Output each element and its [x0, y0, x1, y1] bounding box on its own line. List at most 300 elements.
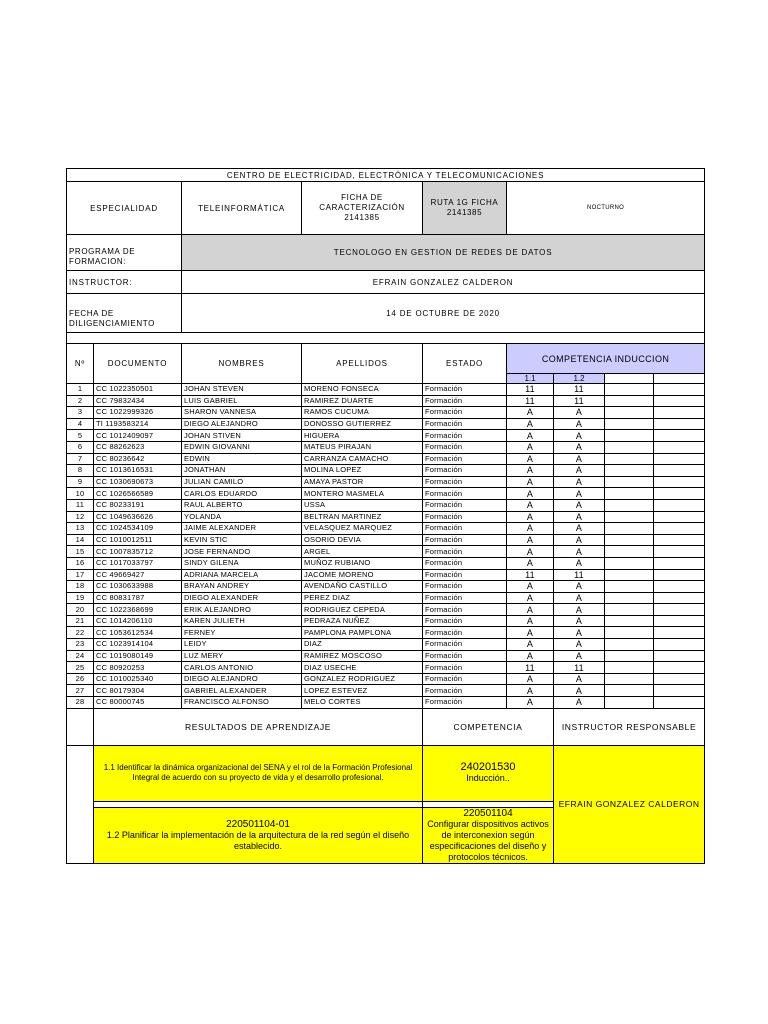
row-empty-cell	[605, 546, 654, 558]
row-documento: CC 80831787	[94, 592, 182, 604]
footer-empty-cell	[67, 745, 94, 801]
row-documento: CC 1012409097	[94, 430, 182, 442]
row-result-1-2: 11	[554, 384, 605, 396]
row-documento: CC 1024534109	[94, 523, 182, 535]
row-apellidos: AMAYA PASTOR	[302, 476, 423, 488]
row-apellidos: JACOME MORENO	[302, 569, 423, 581]
row-nombres: DIEGO ALEXANDER	[182, 592, 302, 604]
row-empty-cell	[654, 407, 705, 419]
row-number: 25	[67, 662, 94, 674]
footer-empty-cell	[67, 807, 94, 863]
row-empty-cell	[654, 523, 705, 535]
row-number: 21	[67, 615, 94, 627]
row-empty-cell	[654, 430, 705, 442]
row-number: 9	[67, 476, 94, 488]
fecha-value: 14 DE OCTUBRE DE 2020	[182, 294, 705, 333]
row-apellidos: GONZALEZ RODRIGUEZ	[302, 673, 423, 685]
especialidad-label: ESPECIALIDAD	[67, 182, 182, 235]
student-row	[67, 592, 705, 604]
row-number: 27	[67, 685, 94, 697]
programa-label: PROGRAMA DE FORMACION:	[67, 235, 182, 271]
row-empty-cell	[605, 662, 654, 674]
row-estado: Formación	[423, 604, 507, 616]
student-row	[67, 569, 705, 581]
row-result-1-1: A	[507, 407, 554, 419]
row-estado: Formación	[423, 453, 507, 465]
center-title: CENTRO DE ELECTRICIDAD, ELECTRÓNICA Y TELECOMUNICACIONES	[67, 169, 705, 182]
row-result-1-2: A	[554, 650, 605, 662]
row-documento: CC 1023914104	[94, 639, 182, 651]
row-number: 20	[67, 604, 94, 616]
resultado-2-text: 1.2 Planificar la implementación de la arquitectura de la red según el diseño establecido.	[106, 829, 410, 851]
row-result-1-2: A	[554, 453, 605, 465]
row-apellidos: MORENO FONSECA	[302, 384, 423, 396]
row-result-1-1: A	[507, 685, 554, 697]
row-empty-cell	[654, 581, 705, 593]
student-row	[67, 476, 705, 488]
ruta-label: RUTA 1G FICHA	[430, 198, 499, 207]
row-apellidos: MATEUS PIRAJAN	[302, 441, 423, 453]
ruta-ficha	[423, 182, 507, 235]
student-row	[67, 534, 705, 546]
row-estado: Formación	[423, 557, 507, 569]
row-documento: CC 1030690673	[94, 476, 182, 488]
row-empty-cell	[654, 499, 705, 511]
row-empty-cell	[654, 546, 705, 558]
row-nombres: CARLOS EDUARDO	[182, 488, 302, 500]
row-apellidos: BELTRAN MARTINEZ	[302, 511, 423, 523]
row-nombres: BRAYAN ANDREY	[182, 581, 302, 593]
row-apellidos: RAMIREZ DUARTE	[302, 395, 423, 407]
row-empty-cell	[605, 639, 654, 651]
row-apellidos: VELASQUEZ MARQUEZ	[302, 523, 423, 535]
row-number: 4	[67, 418, 94, 430]
row-nombres: JULIAN CAMILO	[182, 476, 302, 488]
row-nombres: FRANCISCO ALFONSO	[182, 697, 302, 709]
row-number: 19	[67, 592, 94, 604]
row-empty-cell	[605, 592, 654, 604]
row-result-1-2: A	[554, 592, 605, 604]
row-documento: CC 1049636626	[94, 511, 182, 523]
col-nombres: NOMBRES	[182, 344, 302, 384]
row-result-1-2: A	[554, 627, 605, 639]
student-row	[67, 418, 705, 430]
row-number: 11	[67, 499, 94, 511]
row-result-1-2: A	[554, 511, 605, 523]
row-result-1-1: A	[507, 627, 554, 639]
instructor-label: INSTRUCTOR:	[67, 271, 182, 294]
row-result-1-2: A	[554, 441, 605, 453]
row-empty-cell	[654, 488, 705, 500]
row-result-1-1: A	[507, 430, 554, 442]
row-estado: Formación	[423, 534, 507, 546]
row-number: 5	[67, 430, 94, 442]
competencia-2-name: Configurar dispositivos activos de interconexion según especificaciones del diseño y protocolos técnicos.	[427, 818, 549, 862]
col-sub-1-2: 1.2	[554, 374, 605, 384]
row-result-1-1: A	[507, 418, 554, 430]
row-estado: Formación	[423, 592, 507, 604]
row-empty-cell	[605, 453, 654, 465]
student-row	[67, 453, 705, 465]
row-empty-cell	[605, 395, 654, 407]
row-apellidos: RODRIGUEZ CEPEDA	[302, 604, 423, 616]
row-documento: TI 1193583214	[94, 418, 182, 430]
student-row	[67, 499, 705, 511]
row-number: 1	[67, 384, 94, 396]
row-nombres: EDWIN	[182, 453, 302, 465]
col-competencia: COMPETENCIA INDUCCION	[507, 344, 705, 374]
row-result-1-1: A	[507, 476, 554, 488]
row-empty-cell	[605, 441, 654, 453]
row-nombres: JAIME ALEXANDER	[182, 523, 302, 535]
row-result-1-2: A	[554, 488, 605, 500]
instructor-value: EFRAIN GONZALEZ CALDERON	[182, 271, 705, 294]
row-empty-cell	[654, 639, 705, 651]
student-row	[67, 557, 705, 569]
row-estado: Formación	[423, 418, 507, 430]
row-estado: Formación	[423, 407, 507, 419]
row-nombres: KEVIN STIC	[182, 534, 302, 546]
row-documento: CC 49669427	[94, 569, 182, 581]
row-estado: Formación	[423, 581, 507, 593]
student-row	[67, 615, 705, 627]
row-number: 8	[67, 465, 94, 477]
row-empty-cell	[605, 511, 654, 523]
row-number: 14	[67, 534, 94, 546]
student-row	[67, 488, 705, 500]
row-estado: Formación	[423, 615, 507, 627]
row-empty-cell	[605, 476, 654, 488]
row-documento: CC 1019080149	[94, 650, 182, 662]
row-result-1-1: 11	[507, 384, 554, 396]
row-empty-cell	[654, 453, 705, 465]
student-row	[67, 465, 705, 477]
row-result-1-2: A	[554, 615, 605, 627]
row-number: 28	[67, 697, 94, 709]
row-nombres: DIEGO ALEJANDRO	[182, 673, 302, 685]
row-number: 2	[67, 395, 94, 407]
ruta-value: 2141385	[446, 208, 483, 217]
row-empty-cell	[654, 697, 705, 709]
row-nombres: SINDY GILENA	[182, 557, 302, 569]
row-number: 10	[67, 488, 94, 500]
row-result-1-1: 11	[507, 662, 554, 674]
row-empty-cell	[654, 604, 705, 616]
row-estado: Formación	[423, 488, 507, 500]
row-documento: CC 1010012511	[94, 534, 182, 546]
competencia-label: COMPETENCIA	[423, 708, 554, 745]
row-empty-cell	[605, 615, 654, 627]
row-documento: CC 1017033797	[94, 557, 182, 569]
row-empty-cell	[605, 557, 654, 569]
row-documento: CC 1010025340	[94, 673, 182, 685]
row-empty-cell	[605, 673, 654, 685]
row-number: 26	[67, 673, 94, 685]
row-empty-cell	[605, 697, 654, 709]
student-row	[67, 627, 705, 639]
row-empty-cell	[654, 511, 705, 523]
row-estado: Formación	[423, 685, 507, 697]
student-row	[67, 685, 705, 697]
row-apellidos: PAMPLONA PAMPLONA	[302, 627, 423, 639]
row-result-1-2: 11	[554, 395, 605, 407]
row-result-1-2: A	[554, 430, 605, 442]
row-documento: CC 79832434	[94, 395, 182, 407]
row-number: 13	[67, 523, 94, 535]
row-nombres: ERIK ALEJANDRO	[182, 604, 302, 616]
row-apellidos: USSA	[302, 499, 423, 511]
row-number: 12	[67, 511, 94, 523]
row-apellidos: OSORIO DEVIA	[302, 534, 423, 546]
row-apellidos: CARRANZA CAMACHO	[302, 453, 423, 465]
row-empty-cell	[654, 384, 705, 396]
row-result-1-1: A	[507, 639, 554, 651]
student-row	[67, 407, 705, 419]
instructor-resp-value: EFRAIN GONZALEZ CALDERON	[554, 745, 705, 863]
row-result-1-1: A	[507, 441, 554, 453]
row-nombres: JONATHAN	[182, 465, 302, 477]
row-result-1-1: A	[507, 557, 554, 569]
row-result-1-2: A	[554, 685, 605, 697]
student-row	[67, 546, 705, 558]
row-result-1-2: A	[554, 546, 605, 558]
row-result-1-2: A	[554, 476, 605, 488]
row-result-1-2: A	[554, 604, 605, 616]
resultados-label: RESULTADOS DE APRENDIZAJE	[94, 708, 423, 745]
row-empty-cell	[654, 476, 705, 488]
row-number: 23	[67, 639, 94, 651]
row-result-1-1: A	[507, 650, 554, 662]
spacer-row	[67, 333, 705, 344]
row-number: 17	[67, 569, 94, 581]
row-estado: Formación	[423, 441, 507, 453]
row-empty-cell	[605, 581, 654, 593]
resultado-1: 1.1 Identificar la dinámica organizacional del SENA y el rol de la Formación Profesional Integral de acuerdo con su proyecto de vida y el desarrollo profesional.	[94, 745, 423, 801]
row-nombres: LUZ MERY	[182, 650, 302, 662]
row-empty-cell	[654, 395, 705, 407]
row-empty-cell	[605, 407, 654, 419]
col-num: Nº	[67, 344, 94, 384]
row-estado: Formación	[423, 465, 507, 477]
student-row	[67, 673, 705, 685]
row-result-1-1: A	[507, 523, 554, 535]
instructor-resp-label: INSTRUCTOR RESPONSABLE	[554, 708, 705, 745]
row-number: 15	[67, 546, 94, 558]
row-estado: Formación	[423, 476, 507, 488]
row-empty-cell	[605, 418, 654, 430]
row-empty-cell	[605, 569, 654, 581]
row-number: 22	[67, 627, 94, 639]
student-row	[67, 639, 705, 651]
row-result-1-1: A	[507, 534, 554, 546]
row-result-1-2: A	[554, 581, 605, 593]
row-result-1-2: A	[554, 465, 605, 477]
sheet-table	[66, 168, 705, 864]
row-apellidos: RAMIREZ MOSCOSO	[302, 650, 423, 662]
row-result-1-1: A	[507, 581, 554, 593]
row-number: 24	[67, 650, 94, 662]
row-empty-cell	[654, 534, 705, 546]
row-estado: Formación	[423, 627, 507, 639]
row-empty-cell	[605, 430, 654, 442]
resultado-2-code: 220501104-01	[226, 818, 290, 830]
row-documento: CC 1022999326	[94, 407, 182, 419]
col-estado: ESTADO	[423, 344, 507, 384]
row-empty-cell	[654, 685, 705, 697]
row-result-1-2: A	[554, 418, 605, 430]
row-apellidos: MONTERO MASMELA	[302, 488, 423, 500]
row-documento: CC 1022368699	[94, 604, 182, 616]
row-estado: Formación	[423, 697, 507, 709]
row-estado: Formación	[423, 523, 507, 535]
row-documento: CC 80000745	[94, 697, 182, 709]
row-result-1-1: 11	[507, 395, 554, 407]
row-empty-cell	[654, 592, 705, 604]
ficha-caract-label: FICHA DE CARACTERIZACIÓN	[319, 193, 405, 212]
row-empty-cell	[654, 441, 705, 453]
row-number: 7	[67, 453, 94, 465]
competencia-1	[423, 745, 554, 801]
row-documento: CC 80236642	[94, 453, 182, 465]
row-result-1-1: A	[507, 673, 554, 685]
row-empty-cell	[654, 615, 705, 627]
row-apellidos: DIAZ	[302, 639, 423, 651]
row-empty-cell	[654, 465, 705, 477]
row-result-1-1: A	[507, 592, 554, 604]
row-apellidos: MUÑOZ RUBIANO	[302, 557, 423, 569]
col-apellidos: APELLIDOS	[302, 344, 423, 384]
student-row	[67, 581, 705, 593]
row-nombres: ADRIANA MARCELA	[182, 569, 302, 581]
student-row	[67, 523, 705, 535]
col-sub-empty	[605, 374, 654, 384]
row-estado: Formación	[423, 650, 507, 662]
row-nombres: LUIS GABRIEL	[182, 395, 302, 407]
row-documento: CC 88262623	[94, 441, 182, 453]
row-documento: CC 80179304	[94, 685, 182, 697]
row-result-1-2: A	[554, 673, 605, 685]
row-nombres: FERNEY	[182, 627, 302, 639]
row-apellidos: DONOSSO GUTIERREZ	[302, 418, 423, 430]
row-apellidos: HIGUERA	[302, 430, 423, 442]
footer-empty-cell	[67, 708, 94, 745]
row-documento: CC 1053612534	[94, 627, 182, 639]
ficha-caracterizacion	[302, 182, 423, 235]
row-result-1-1: A	[507, 499, 554, 511]
row-empty-cell	[654, 627, 705, 639]
row-result-1-2: 11	[554, 662, 605, 674]
row-nombres: EDWIN GIOVANNI	[182, 441, 302, 453]
especialidad-value: TELEINFORMÁTICA	[182, 182, 302, 235]
row-nombres: LEIDY	[182, 639, 302, 651]
row-empty-cell	[605, 685, 654, 697]
row-result-1-2: 11	[554, 569, 605, 581]
row-empty-cell	[605, 384, 654, 396]
row-empty-cell	[605, 534, 654, 546]
row-empty-cell	[654, 557, 705, 569]
row-empty-cell	[654, 673, 705, 685]
row-result-1-1: A	[507, 465, 554, 477]
col-sub-empty	[654, 374, 705, 384]
row-documento: CC 80233191	[94, 499, 182, 511]
row-result-1-2: A	[554, 534, 605, 546]
programa-value: TECNOLOGO EN GESTION DE REDES DE DATOS	[182, 235, 705, 271]
row-result-1-1: A	[507, 453, 554, 465]
student-row	[67, 662, 705, 674]
row-result-1-1: 11	[507, 569, 554, 581]
row-apellidos: ARGEL	[302, 546, 423, 558]
row-empty-cell	[605, 488, 654, 500]
row-apellidos: MELO CORTES	[302, 697, 423, 709]
student-row	[67, 604, 705, 616]
col-documento: DOCUMENTO	[94, 344, 182, 384]
row-number: 18	[67, 581, 94, 593]
student-row	[67, 384, 705, 396]
row-result-1-1: A	[507, 546, 554, 558]
row-documento: CC 1007835712	[94, 546, 182, 558]
jornada: NOCTURNO	[507, 182, 705, 235]
student-row	[67, 395, 705, 407]
row-apellidos: PEDRAZA NUÑEZ	[302, 615, 423, 627]
row-empty-cell	[654, 569, 705, 581]
row-number: 3	[67, 407, 94, 419]
row-estado: Formación	[423, 511, 507, 523]
row-empty-cell	[605, 627, 654, 639]
row-result-1-1: A	[507, 697, 554, 709]
row-nombres: GABRIEL ALEXANDER	[182, 685, 302, 697]
competencia-2	[423, 807, 554, 863]
row-documento: CC 80920253	[94, 662, 182, 674]
row-number: 16	[67, 557, 94, 569]
row-nombres: SHARON VANNESA	[182, 407, 302, 419]
row-empty-cell	[654, 650, 705, 662]
row-result-1-1: A	[507, 511, 554, 523]
row-empty-cell	[605, 650, 654, 662]
row-estado: Formación	[423, 673, 507, 685]
row-estado: Formación	[423, 430, 507, 442]
row-nombres: JOHAN STIVEN	[182, 430, 302, 442]
row-estado: Formación	[423, 384, 507, 396]
row-documento: CC 1026566589	[94, 488, 182, 500]
row-nombres: KAREN JULIETH	[182, 615, 302, 627]
row-estado: Formación	[423, 546, 507, 558]
row-empty-cell	[605, 604, 654, 616]
student-row	[67, 511, 705, 523]
row-result-1-1: A	[507, 615, 554, 627]
row-nombres: DIEGO ALEJANDRO	[182, 418, 302, 430]
row-nombres: YOLANDA	[182, 511, 302, 523]
row-result-1-2: A	[554, 499, 605, 511]
row-empty-cell	[605, 465, 654, 477]
ficha-caract-value: 2141385	[344, 213, 380, 222]
competencia-1-name: Inducción..	[466, 773, 510, 784]
row-apellidos: RAMOS CUCUMA	[302, 407, 423, 419]
row-apellidos: LOPEZ ESTEVEZ	[302, 685, 423, 697]
row-estado: Formación	[423, 662, 507, 674]
row-result-1-2: A	[554, 639, 605, 651]
row-apellidos: PEREZ DIAZ	[302, 592, 423, 604]
row-apellidos: DIAZ USECHE	[302, 662, 423, 674]
row-result-1-2: A	[554, 407, 605, 419]
resultado-2	[94, 807, 423, 863]
row-nombres: CARLOS ANTONIO	[182, 662, 302, 674]
row-number: 6	[67, 441, 94, 453]
row-estado: Formación	[423, 499, 507, 511]
row-documento: CC 1013616531	[94, 465, 182, 477]
row-apellidos: AVENDAÑO CASTILLO	[302, 581, 423, 593]
row-result-1-1: A	[507, 488, 554, 500]
row-nombres: JOSE FERNANDO	[182, 546, 302, 558]
